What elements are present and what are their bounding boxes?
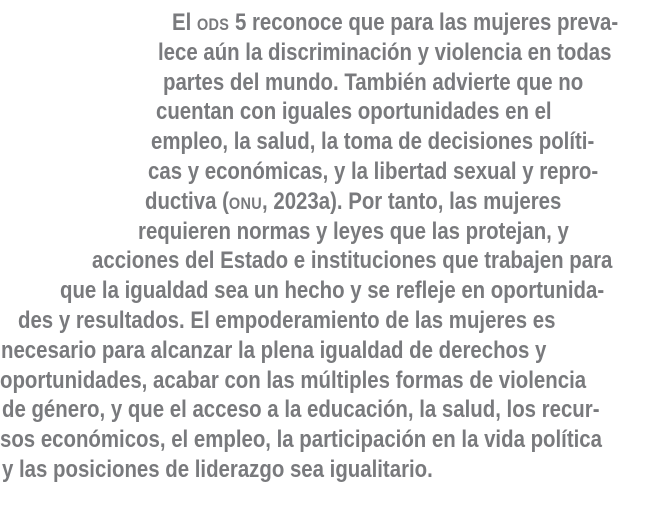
text-run: acciones del Estado e instituciones que trabajen para: [92, 247, 613, 274]
text-line-15: [0, 425, 657, 455]
text-line-03: [163, 68, 657, 98]
text-run: ductiva (: [145, 188, 229, 215]
text-line-11: [18, 306, 650, 336]
smallcaps-ods: ODS: [196, 15, 230, 34]
text-line-04: [156, 97, 621, 127]
text-run: El: [172, 9, 197, 36]
text-line-08: [138, 217, 645, 247]
text-line-12: [1, 336, 643, 366]
text-line-07: [145, 187, 635, 219]
text-run: partes del mundo. También advierte que no: [163, 69, 584, 96]
text-line-09: [92, 246, 657, 276]
text-line-14: [2, 395, 657, 425]
text-run: y las posiciones de liderazgo sea igualitario.: [2, 456, 433, 483]
text-run: empleo, la salud, la toma de decisiones políti-: [151, 128, 595, 155]
text-run: oportunidades, acabar con las múltiples formas de violencia: [0, 367, 587, 394]
text-run: cas y económicas, y la libertad sexual y repro-: [148, 158, 599, 185]
text-run: de género, y que el acceso a la educación, la salud, los recur-: [2, 396, 600, 423]
text-line-06: [148, 157, 657, 187]
text-line-02: [158, 38, 657, 68]
text-run: sos económicos, el empleo, la participación en la vida política: [0, 426, 602, 453]
text-line-05: [151, 127, 657, 157]
text-run: des y resultados. El empoderamiento de las mujeres es: [18, 307, 556, 334]
text-line-10: [60, 276, 657, 306]
text-line-13: [0, 366, 657, 396]
text-run: lece aún la discriminación y violencia en todas: [158, 39, 612, 66]
text-line-16: [2, 455, 509, 485]
text-run: , 2023a). Por tanto, las mujeres: [262, 188, 562, 215]
smallcaps-onu: ONU: [228, 194, 263, 213]
text-run: requieren normas y leyes que las protejan, y: [138, 218, 569, 245]
text-run: necesario para alcanzar la plena igualdad de derechos y: [1, 337, 547, 364]
text-run: que la igualdad sea un hecho y se refleje en oportunida-: [60, 277, 605, 304]
text-run: 5 reconoce que para las mujeres preva-: [229, 9, 619, 36]
text-line-01: [172, 8, 657, 40]
text-run: cuentan con iguales oportunidades en el: [156, 98, 552, 125]
